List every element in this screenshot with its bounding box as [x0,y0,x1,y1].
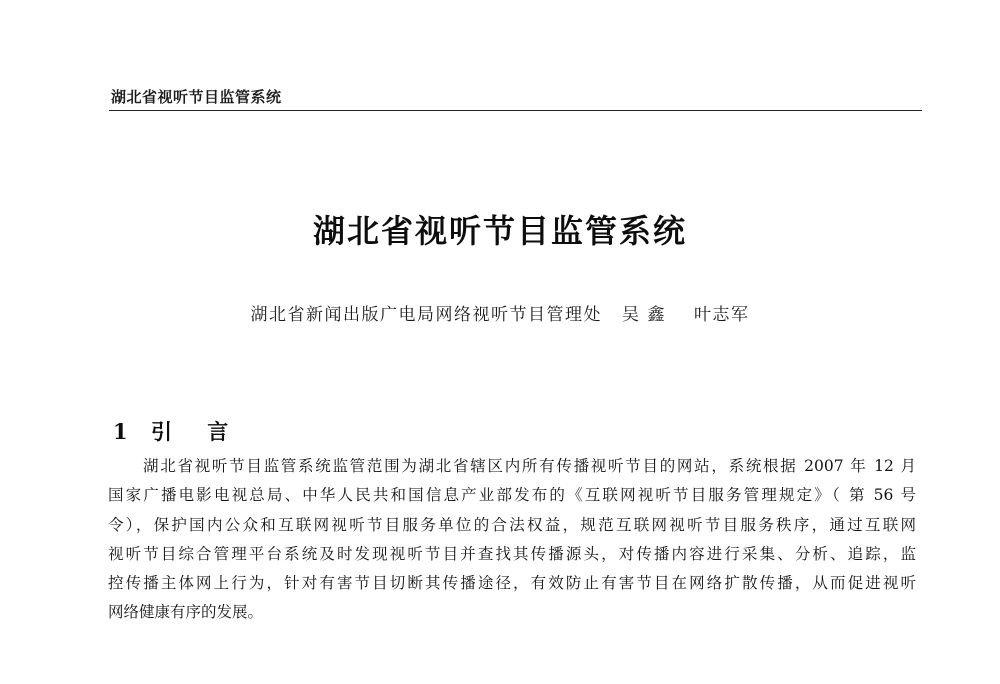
affiliation: 湖北省新闻出版广电局网络视听节目管理处 [250,305,603,325]
section-heading [113,416,242,446]
author-name: 吴 鑫 [622,305,666,325]
paragraph-line: 网络健康有序的发展。 [108,603,264,622]
section-title: 引 言 [151,419,243,444]
body-paragraph [108,452,916,628]
section-number: 1 [113,419,128,444]
header-rule [109,110,922,111]
paragraph-line: 视听节目综合管理平台系统及时发现视听节目并查找其传播源头，对传播内容进行采集、分析、追踪，监 [108,544,916,563]
paragraph-line: 湖北省视听节目监管系统监管范围为湖北省辖区内所有传播视听节目的网站，系统根据 2007 年 12 月 [143,457,916,475]
paragraph-line: 控传播主体网上行为，针对有害节目切断其传播途径，有效防止有害节目在网络扩散传播，从而促进视听 [108,574,916,593]
running-header: 湖北省视听节目监管系统 [111,88,282,106]
author-name: 叶志军 [693,305,750,325]
author-line [0,300,1000,325]
paragraph-line: 令），保护国内公众和互联网视听节目服务单位的合法权益，规范互联网视听节目服务秩序，通过互联网 [108,515,916,534]
article-title: 湖北省视听节目监管系统 [312,212,687,250]
paragraph-line: 国家广播电影电视总局、中华人民共和国信息产业部发布的《互联网视听节目服务管理规定》（ 第 56 号 [108,486,916,505]
